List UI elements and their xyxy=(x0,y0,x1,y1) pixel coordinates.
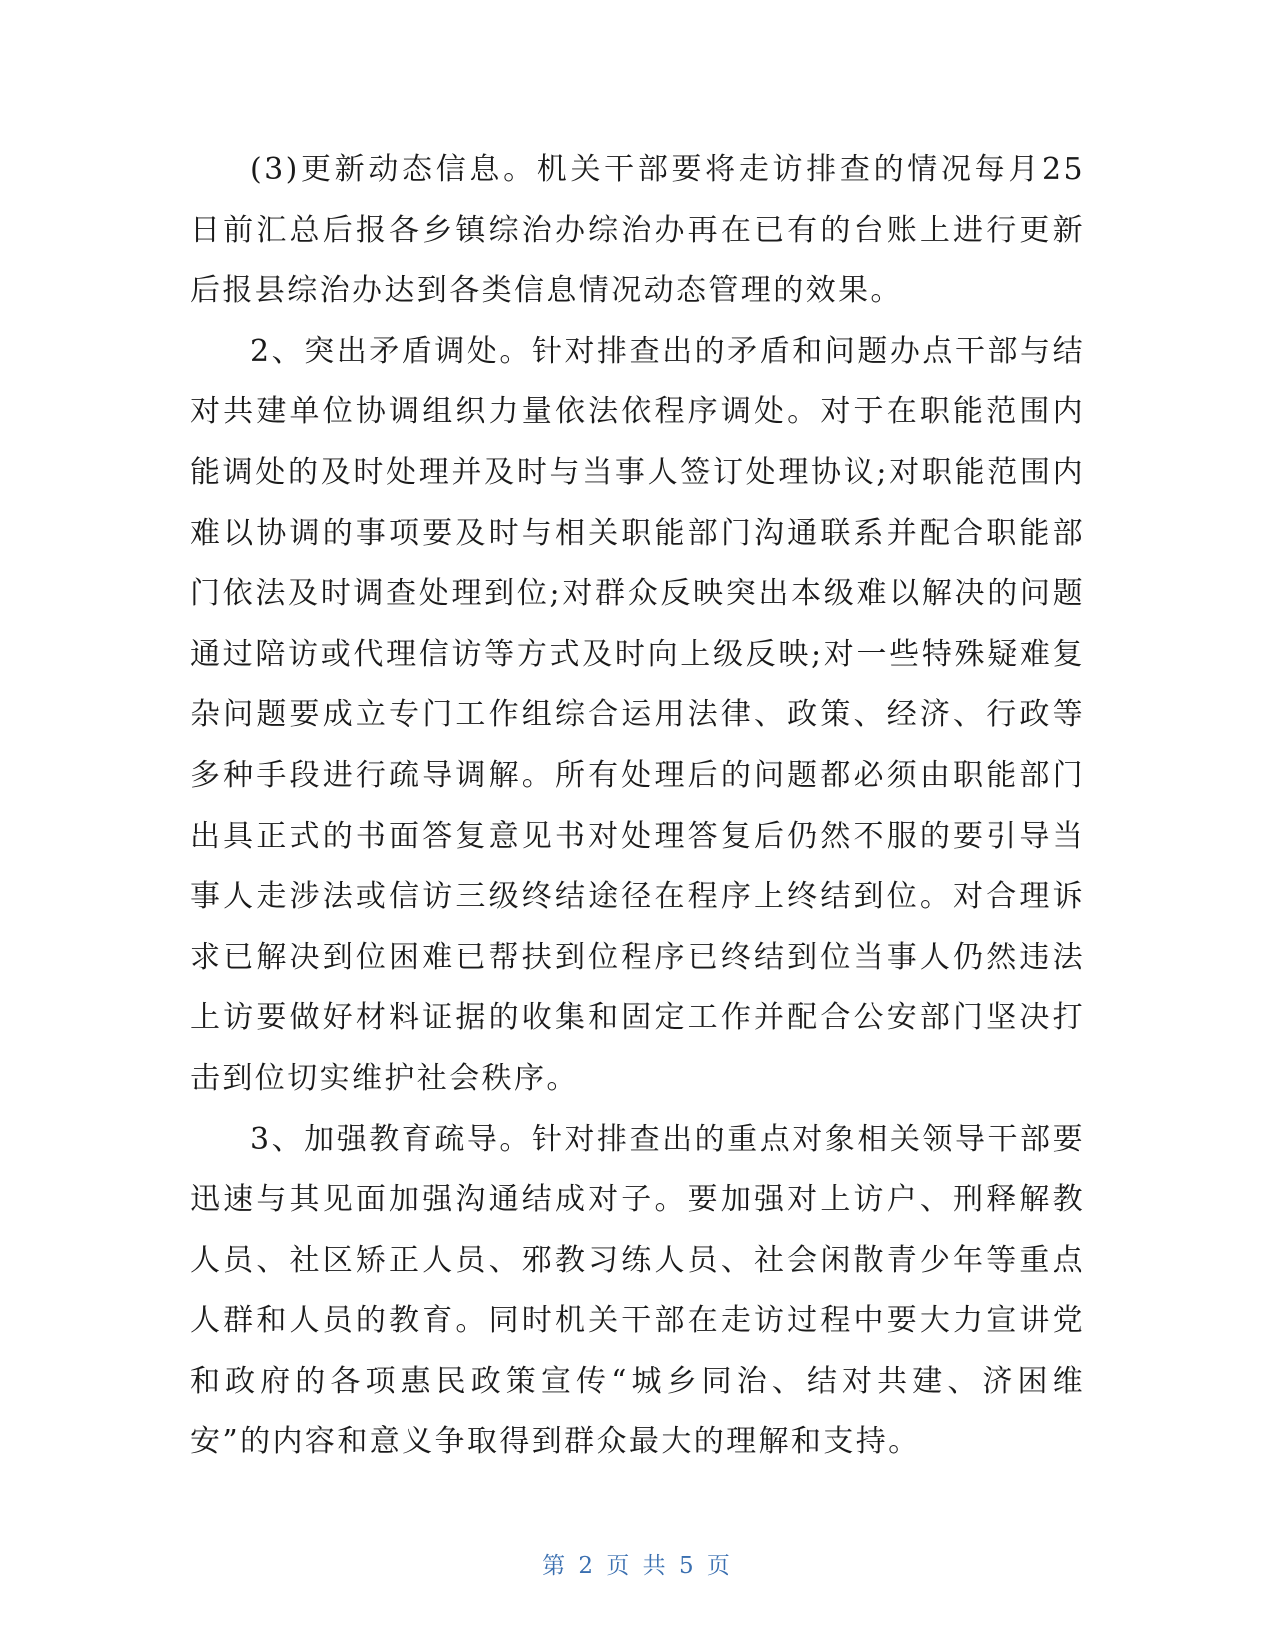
document-body xyxy=(190,140,1085,1473)
page-footer xyxy=(0,1547,1275,1580)
paragraph-update-info: (3)更新动态信息。机关干部要将走访排查的情况每月25日前汇总后报各乡镇综治办综治办再在已有的台账上进行更新后报县综治办达到各类信息情况动态管理的效果。 xyxy=(190,152,1085,309)
paragraph-conflict-mediation: 2、突出矛盾调处。针对排查出的矛盾和问题办点干部与结对共建单位协调组织力量依法依程序调处。对于在职能范围内能调处的及时处理并及时与当事人签订处理协议;对职能范围内难以协调的事项要及时与相关职能部门沟通联系并配合职能部门依法及时调查处理到位;对群众反映突出本级难以解决的问题通过陪访或代理信访等方式及时向上级反映;对一些特殊疑难复杂问题要成立专门工作组综合运用法律、政策、经济、行政等多种手段进行疏导调解。所有处理后的问题都必须由职能部门出具正式的书面答复意见书对处理答复后仍然不服的要引导当事人走涉法或信访三级终结途径在程序上终结到位。对合理诉求已解决到位困难已帮扶到位程序已终结到位当事人仍然违法上访要做好材料证据的收集和固定工作并配合公安部门坚决打击到位切实维护社会秩序。 xyxy=(190,333,1085,1096)
paragraph-education-guidance: 3、加强教育疏导。针对排查出的重点对象相关领导干部要迅速与其见面加强沟通结成对子。要加强对上访户、刑释解教人员、社区矫正人员、邪教习练人员、社会闲散青少年等重点人群和人员的教育。同时机关干部在走访过程中要大力宣讲党和政府的各项惠民政策宣传“城乡同治、结对共建、济困维安”的内容和意义争取得到群众最大的理解和支持。 xyxy=(190,1121,1085,1460)
page-number-label: 第 2 页 共 5 页 xyxy=(542,1553,733,1579)
